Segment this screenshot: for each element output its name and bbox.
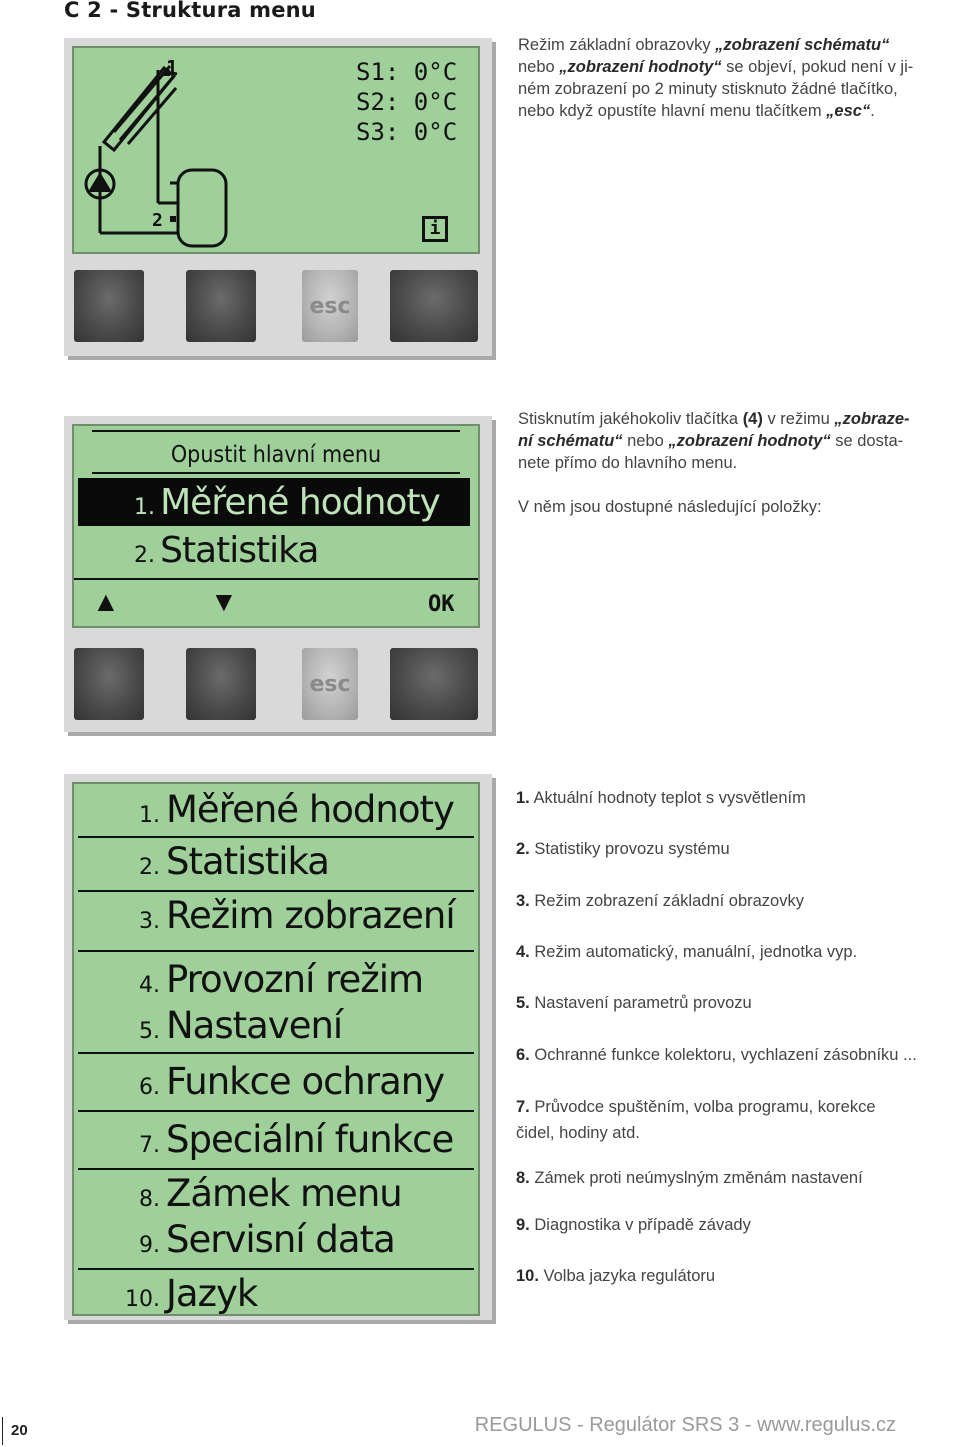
sensor-s3-value: S3: 0°C — [356, 118, 458, 146]
menu-item-selected[interactable]: 1. Měřené hodnoty — [78, 478, 470, 526]
controller-panel-menu — [64, 416, 492, 732]
ok-label[interactable]: OK — [428, 592, 455, 617]
lcd-menu-list — [72, 782, 480, 1316]
up-arrow-icon[interactable]: ▲ — [92, 586, 120, 617]
menu-desc-7: 7. Průvodce spuštěním, volba programu, korekce čidel, hodiny atd. — [516, 1098, 876, 1142]
page-heading: C 2 - Struktura menu — [64, 0, 316, 22]
menu-item-5[interactable]: 5. Nastavení — [139, 1004, 343, 1047]
esc-button[interactable]: esc — [302, 270, 358, 342]
sensor-s2-value: S2: 0°C — [356, 88, 458, 116]
menu-item-10[interactable]: 10. Jazyk — [125, 1272, 258, 1315]
menu-item-3[interactable]: 3. Režim zobrazení — [139, 894, 455, 937]
menu-desc-1: 1. Aktuální hodnoty teplot s vysvětlením — [516, 789, 806, 807]
menu-item-statistika[interactable]: 2. Statistika — [134, 530, 319, 571]
description-basic-screen: Režim základní obrazovky „zobrazení schématu“ nebo „zobrazení hodnoty“ se objeví, pokud není v ji- ném zobrazení po 2 minuty stisknuto žádné tlačítko, nebo když opustíte hlavní menu tlačítkem „esc“. — [518, 36, 914, 120]
menu-item-6[interactable]: 6. Funkce ochrany — [139, 1060, 445, 1103]
button-1[interactable] — [74, 270, 144, 342]
footer-divider — [2, 1417, 3, 1445]
menu-item-9[interactable]: 9. Servisní data — [139, 1218, 395, 1261]
menu-item-2[interactable]: 2. Statistika — [139, 840, 329, 883]
button-4[interactable] — [390, 270, 478, 342]
esc-button[interactable]: esc — [302, 648, 358, 720]
controller-panel-menu-list — [64, 774, 492, 1320]
controller-panel-schematic — [64, 38, 492, 356]
info-icon[interactable]: i — [422, 216, 448, 242]
sensor-1-marker: 1 — [166, 56, 179, 80]
button-ok[interactable] — [390, 648, 478, 720]
menu-desc-8: 8. Zámek proti neúmyslným změnám nastavení — [516, 1169, 863, 1187]
description-main-menu: Stisknutím jakéhokoliv tlačítka (4) v režimu „zobraze- ní schématu“ nebo „zobrazení hodnoty“ se dosta- nete přímo do hlavního menu. V něm jsou dostupné následující položky: — [518, 410, 910, 516]
menu-title-exit: Opustit hlavní menu — [170, 442, 382, 468]
menu-desc-2: 2. Statistiky provozu systému — [516, 840, 730, 858]
menu-desc-10: 10. Volba jazyka regulátoru — [516, 1267, 716, 1285]
menu-item-4[interactable]: 4. Provozní režim — [139, 958, 424, 1001]
menu-desc-6: 6. Ochranné funkce kolektoru, vychlazení zásobníku ... — [516, 1046, 917, 1064]
menu-desc-3: 3. Režim zobrazení základní obrazovky — [516, 892, 804, 910]
menu-item-8[interactable]: 8. Zámek menu — [139, 1172, 402, 1215]
menu-item-7[interactable]: 7. Speciální funkce — [139, 1118, 454, 1161]
sensor-2-marker: 2 — [152, 210, 163, 231]
menu-desc-9: 9. Diagnostika v případě závady — [516, 1216, 751, 1234]
menu-desc-5: 5. Nastavení parametrů provozu — [516, 994, 752, 1012]
footer-text: REGULUS - Regulátor SRS 3 - www.regulus.cz — [474, 1414, 896, 1436]
button-up[interactable] — [74, 648, 144, 720]
lcd-menu-screen — [72, 424, 480, 628]
button-down[interactable] — [186, 648, 256, 720]
menu-desc-4: 4. Režim automatický, manuální, jednotka vyp. — [516, 943, 858, 961]
page-number: 20 — [11, 1422, 28, 1439]
menu-item-1[interactable]: 1. Měřené hodnoty — [139, 788, 454, 831]
lcd-schematic-screen — [72, 46, 480, 254]
down-arrow-icon[interactable]: ▼ — [210, 586, 238, 617]
button-2[interactable] — [186, 270, 256, 342]
sensor-s1-value: S1: 0°C — [356, 58, 458, 86]
